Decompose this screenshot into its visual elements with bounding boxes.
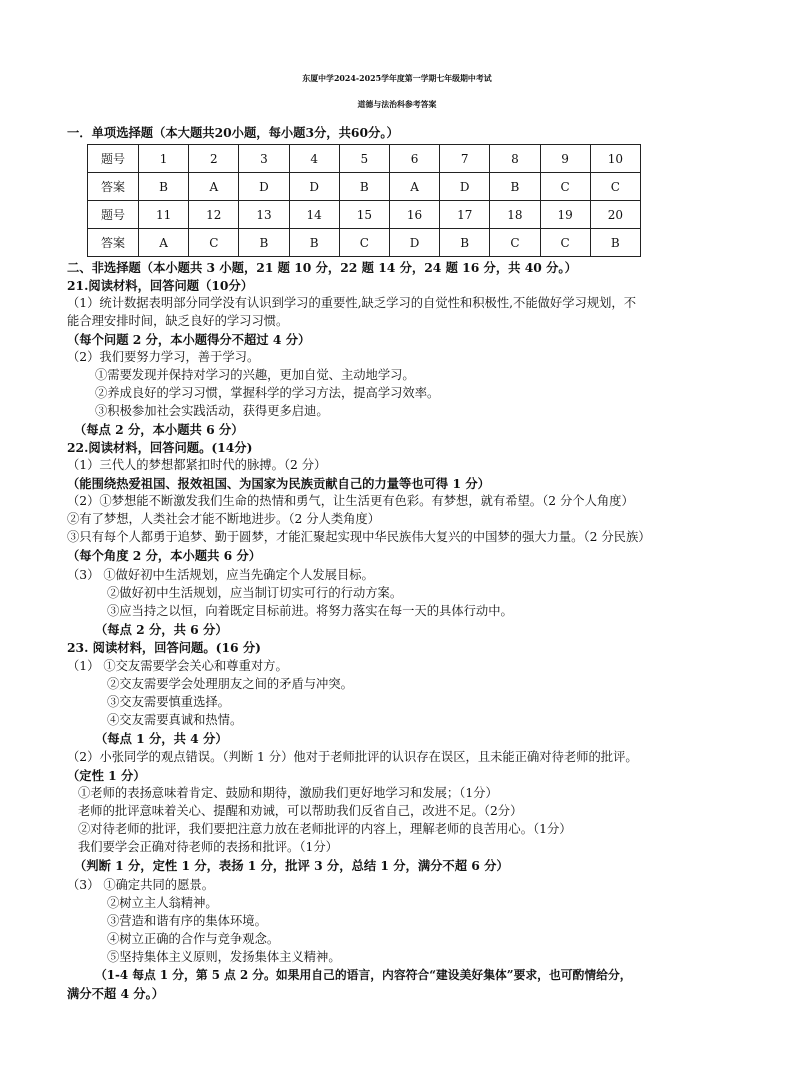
q23-score-3a: （1-4 每点 1 分，第 5 点 2 分。如果用自己的语言，内容符合“建设美好集体”要求，也可酌情给分， (95, 968, 632, 982)
q23-answer-2-point-4: 我们要学会正确对待老师的表扬和批评。（1分） (78, 840, 338, 854)
table-cell: D (289, 173, 339, 201)
table-cell: 14 (289, 201, 339, 229)
q23-answer-2-point-3: ②对待老师的批评，我们要把注意力放在老师批评的内容上，理解老师的良苦用心。（1分） (78, 822, 572, 836)
q23-answer-2-point-1: ①老师的表扬意味着肯定、鼓励和期待，激励我们更好地学习和发展；（1分） (78, 786, 498, 800)
q22-answer-3-point-1: （3） ①做好初中生活规划，应当先确定个人发展目标。 (67, 568, 374, 582)
row-label-question: 题号 (88, 145, 139, 173)
q22-answer-3-point-3: ③应当持之以恒，向着既定目标前进。将努力落实在每一天的具体行动中。 (107, 604, 513, 618)
q23-answer-1-point-3: ③交友需要慎重选择。 (107, 695, 230, 709)
q23-score-2: （判断 1 分，定性 1 分，表扬 1 分，批评 3 分，总结 1 分，满分不超 6 分） (74, 858, 509, 873)
table-cell: 9 (540, 145, 590, 173)
table-cell: B (440, 229, 490, 257)
table-cell: C (339, 229, 389, 257)
q22-score-2: （每个角度 2 分，本小题共 6 分） (67, 548, 262, 563)
table-cell: 17 (440, 201, 490, 229)
q21-score-1: （每个问题 2 分，本小题得分不超过 4 分） (67, 332, 311, 347)
q21-answer-2-point-3: ③积极参加社会实践活动，获得更多启迪。 (95, 404, 329, 418)
q21-answer-1b: 能合理安排时间，缺乏良好的学习习惯。 (67, 314, 289, 328)
table-cell: 13 (239, 201, 289, 229)
table-cell: 18 (490, 201, 540, 229)
q23-title: 23. 阅读材料，回答问题。(16 分) (67, 640, 261, 655)
q21-answer-1a: （1）统计数据表明部分同学没有认识到学习的重要性,缺乏学习的自觉性和积极性,不能做好学习规划，不 (67, 296, 637, 310)
table-cell: A (389, 173, 439, 201)
row-label-question: 题号 (88, 201, 139, 229)
table-cell: A (189, 173, 239, 201)
table-row (88, 229, 641, 257)
table-cell: C (490, 229, 540, 257)
table-cell: 16 (389, 201, 439, 229)
q23-answer-3-point-1: （3） ①确定共同的愿景。 (67, 878, 214, 892)
q22-answer-3-point-2: ②做好初中生活规划，应当制订切实可行的行动方案。 (107, 586, 403, 600)
q23-answer-3-point-2: ②树立主人翁精神。 (107, 896, 218, 910)
table-cell: C (540, 229, 590, 257)
table-row (88, 201, 641, 229)
q21-answer-2-point-2: ②养成良好的学习习惯，掌握科学的学习方法，提高学习效率。 (95, 386, 440, 400)
q23-answer-2a: （2）小张同学的观点错误。（判断 1 分）他对于老师批评的认识存在误区，且未能正确对待老师的批评。 (67, 750, 638, 764)
q22-answer-2-point-2: ②有了梦想，人类社会才能不断地进步。（2 分人类角度） (67, 512, 381, 526)
table-row (88, 145, 641, 173)
q22-answer-1-note: （能围绕热爱祖国、报效祖国、为国家为民族贡献自己的力量等也可得 1 分） (67, 476, 490, 491)
q23-answer-2b: （定性 1 分） (67, 768, 146, 783)
table-cell: B (590, 229, 640, 257)
q22-answer-2-point-1: （2）①梦想能不断激发我们生命的热情和勇气，让生活更有色彩。有梦想，就有希望。（2 分个人角度） (67, 494, 634, 508)
table-cell: 15 (339, 201, 389, 229)
q22-answer-1: （1）三代人的梦想都紧扣时代的脉搏。（2 分） (67, 458, 327, 472)
table-cell: B (139, 173, 189, 201)
table-cell: D (440, 173, 490, 201)
table-cell: C (540, 173, 590, 201)
section2-heading: 二、非选择题（本小题共 3 小题，21 题 10 分，22 题 14 分，24 题 16 分，共 40 分。） (67, 260, 577, 275)
table-cell: 1 (139, 145, 189, 173)
table-cell: 6 (389, 145, 439, 173)
table-cell: 8 (490, 145, 540, 173)
table-cell: C (590, 173, 640, 201)
table-cell: 20 (590, 201, 640, 229)
table-cell: 12 (189, 201, 239, 229)
exam-subtitle: 道德与法治科参考答案 (357, 100, 437, 109)
table-cell: B (239, 229, 289, 257)
q21-title: 21.阅读材料，回答问题（10分） (67, 278, 254, 293)
q21-score-2: （每点 2 分，本小题共 6 分） (74, 422, 244, 437)
q23-answer-3-point-3: ③营造和谐有序的集体环境。 (107, 914, 267, 928)
q22-score-3: （每点 2 分，共 6 分） (95, 622, 228, 637)
table-cell: 7 (440, 145, 490, 173)
table-cell: 2 (189, 145, 239, 173)
q23-answer-1-point-4: ④交友需要真诚和热情。 (107, 713, 243, 727)
exam-title: 东厦中学2024-2025学年度第一学期七年级期中考试 (302, 74, 492, 83)
q23-answer-1-point-2: ②交友需要学会处理朋友之间的矛盾与冲突。 (107, 677, 353, 691)
q23-answer-3-point-4: ④树立正确的合作与竞争观念。 (107, 932, 280, 946)
q21-answer-2: （2）我们要努力学习，善于学习。 (67, 350, 260, 364)
table-cell: 11 (139, 201, 189, 229)
q23-answer-3-point-5: ⑤坚持集体主义原则，发扬集体主义精神。 (107, 950, 341, 964)
table-cell: B (490, 173, 540, 201)
q23-score-1: （每点 1 分，共 4 分） (95, 731, 228, 746)
table-cell: 5 (339, 145, 389, 173)
table-cell: B (339, 173, 389, 201)
answer-table (87, 144, 641, 257)
row-label-answer: 答案 (88, 229, 139, 257)
table-cell: 3 (239, 145, 289, 173)
table-cell: 4 (289, 145, 339, 173)
section1-heading: 一．单项选择题（本大题共20小题，每小题3分，共60分。） (67, 125, 399, 140)
table-cell: 10 (590, 145, 640, 173)
table-cell: D (239, 173, 289, 201)
row-label-answer: 答案 (88, 173, 139, 201)
q22-title: 22.阅读材料，回答问题。(14分) (67, 440, 253, 455)
q23-answer-2-point-2: 老师的批评意味着关心、提醒和劝诫，可以帮助我们反省自己，改进不足。（2分） (78, 804, 523, 818)
table-cell: D (389, 229, 439, 257)
q23-score-3b: 满分不超 4 分。） (67, 986, 165, 1001)
table-cell: C (189, 229, 239, 257)
table-cell: 19 (540, 201, 590, 229)
q21-answer-2-point-1: ①需要发现并保持对学习的兴趣，更加自觉、主动地学习。 (95, 368, 415, 382)
table-cell: B (289, 229, 339, 257)
q23-answer-1-point-1: （1） ①交友需要学会关心和尊重对方。 (67, 659, 288, 673)
table-row (88, 173, 641, 201)
q22-answer-2-point-3: ③只有每个人都勇于追梦、勤于圆梦，才能汇聚起实现中华民族伟大复兴的中国梦的强大力量。（2 分民族） (67, 530, 651, 544)
table-cell: A (139, 229, 189, 257)
